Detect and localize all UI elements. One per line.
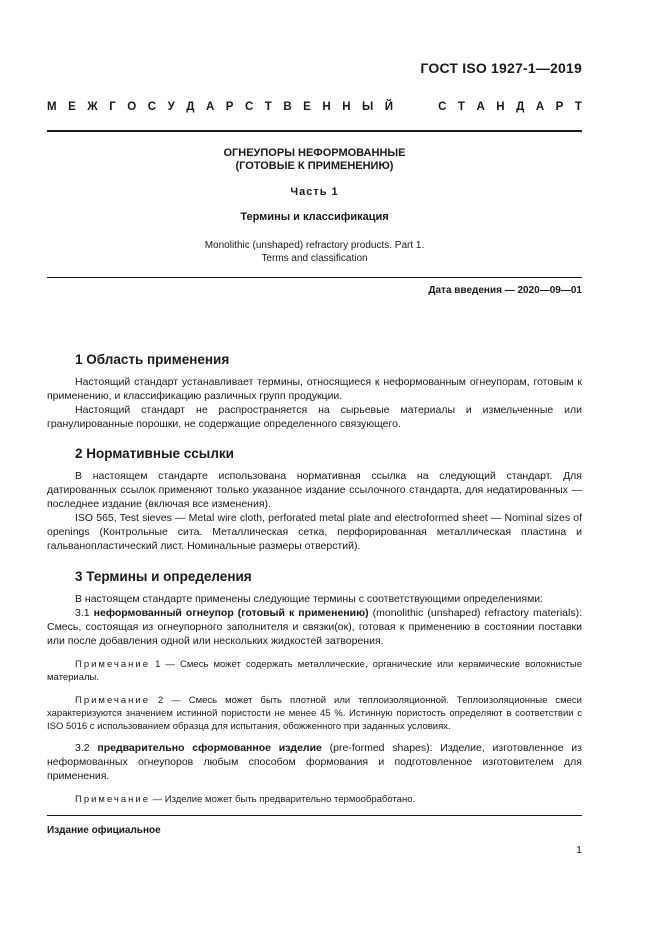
part-label: Часть 1: [290, 186, 339, 198]
banner-letter: Д: [186, 101, 195, 113]
term-3-1-number: 3.1: [75, 607, 94, 619]
section-2-paragraph-2: ISO 565, Test sieves — Metal wire cloth, perforated metal plate and electroformed sheet — Nominal sizes of openings (Контрольные сита. Металлическая сетка, перфорированная металлическая пластина и гальванопластический лист. Номинальные размеры отверстий).: [47, 512, 582, 552]
banner-gap: [405, 101, 427, 113]
banner-letter: С: [438, 101, 447, 113]
note-3: [47, 793, 582, 806]
section-1-paragraph-1: Настоящий стандарт устанавливает термины, относящиеся к неформованным огнеупорам, готовым к применению, и классификацию различных групп продукции.: [47, 376, 582, 402]
banner-letter: У: [167, 101, 175, 113]
header-rule: [47, 130, 582, 132]
section-2-heading: 2 Нормативные ссылки: [75, 446, 234, 461]
note-2: [47, 694, 582, 733]
banner-letter: М: [47, 101, 57, 113]
banner-letter: В: [283, 101, 292, 113]
banner-letter: Н: [322, 101, 331, 113]
english-title-line-2: Terms and classification: [261, 253, 368, 264]
section-3-paragraph-1: В настоящем стандарте применены следующие термины с соответствующими определениями:: [75, 593, 544, 605]
term-3-2: [47, 741, 582, 783]
banner-letter: Н: [342, 101, 351, 113]
banner-letter: Е: [303, 101, 311, 113]
page-number: 1: [576, 844, 582, 856]
term-3-1-definition: (monolithic (unshaped) refractory materials): Смесь, состоящая из огнеупорного заполнителя и связки(ок), готовая к применению в состоянии поставки или после добавления одной или нескольких жидкостей затворения.: [47, 607, 582, 647]
title-line-1: ОГНЕУПОРЫ НЕФОРМОВАННЫЕ: [223, 147, 406, 159]
banner-letter: А: [476, 101, 485, 113]
banner-letter: А: [535, 101, 545, 113]
banner-letter: Е: [68, 101, 76, 113]
title-line-2: (ГОТОВЫЕ К ПРИМЕНЕНИЮ): [235, 160, 394, 172]
section-3-heading: 3 Термины и определения: [75, 569, 252, 584]
section-2-paragraph-1: В настоящем стандарте использована нормативная ссылка на следующий стандарт. Для датированных ссылок применяют только указанное издание ссылочного стандарта, для недатированных — последнее издание (включая все изменения).: [47, 470, 582, 510]
banner-letter: Т: [574, 101, 582, 113]
banner-letter: Г: [109, 101, 116, 113]
term-3-2-definition: (pre-formed shapes): Изделие, изготовленное из неформованных огнеупоров любым способом формования и подготовленное изготовителем для применения.: [47, 742, 582, 782]
banner-letter: Т: [457, 101, 465, 113]
banner-letter: Д: [516, 101, 525, 113]
banner-letter: Р: [555, 101, 564, 113]
note-1-text: 1 — Смесь может содержать металлические, органические или керамические волокнистые материалы.: [47, 659, 582, 683]
term-3-1: [47, 606, 582, 648]
banner-letter: С: [147, 101, 157, 113]
section-1-heading: 1 Область применения: [75, 352, 230, 367]
english-title-line-1: Monolithic (unshaped) refractory products. Part 1.: [204, 240, 425, 251]
banner-letter: Н: [496, 101, 505, 113]
section-terms-definitions: [47, 569, 582, 806]
section-scope: [47, 352, 582, 431]
note-2-text: 2 — Смесь может быть плотной или теплоизоляционной. Теплоизоляционные смеси характеризуются значением истинной пористости не менее 45 %. Истинную пористость определяют в соответствии с ISO 5016 с использованием образца для испытания, обожженного при заданных условиях.: [47, 695, 582, 732]
note-3-label: Примечание: [75, 794, 150, 805]
note-1-label: Примечание: [75, 659, 150, 670]
note-3-text: — Изделие может быть предварительно термообработано.: [150, 794, 416, 805]
introduction-date: Дата введения — 2020—09—01: [428, 285, 582, 296]
title-rule: [47, 277, 582, 278]
note-1: [47, 658, 582, 684]
term-3-1-name: неформованный огнеупор (готовый к применению): [93, 607, 369, 619]
banner-letter: Ы: [362, 101, 374, 113]
term-3-2-name: предварительно сформованное изделие: [97, 742, 322, 754]
banner-letter: Й: [384, 101, 394, 113]
interstate-standard-banner: [47, 101, 582, 113]
banner-letter: А: [205, 101, 215, 113]
official-edition-label: Издание официальное: [47, 825, 161, 836]
document-subtitle: Термины и классификация: [240, 211, 389, 223]
banner-letter: О: [127, 101, 137, 113]
banner-letter: Ж: [87, 101, 98, 113]
banner-letter: Р: [225, 101, 234, 113]
section-normative-references: [47, 446, 582, 553]
document-title: [47, 147, 582, 173]
term-3-2-number: 3.2: [75, 742, 98, 754]
footer-rule: [47, 815, 582, 816]
standard-code: ГОСТ ISO 1927-1—2019: [420, 60, 582, 76]
section-1-paragraph-2: Настоящий стандарт не распространяется на сырьевые материалы и измельченные или гранулированные порошки, не содержащие определенного связующего.: [47, 404, 582, 430]
english-title: [47, 239, 582, 265]
banner-letter: Т: [264, 101, 272, 113]
banner-letter: С: [244, 101, 254, 113]
note-2-label: Примечание: [75, 695, 150, 706]
